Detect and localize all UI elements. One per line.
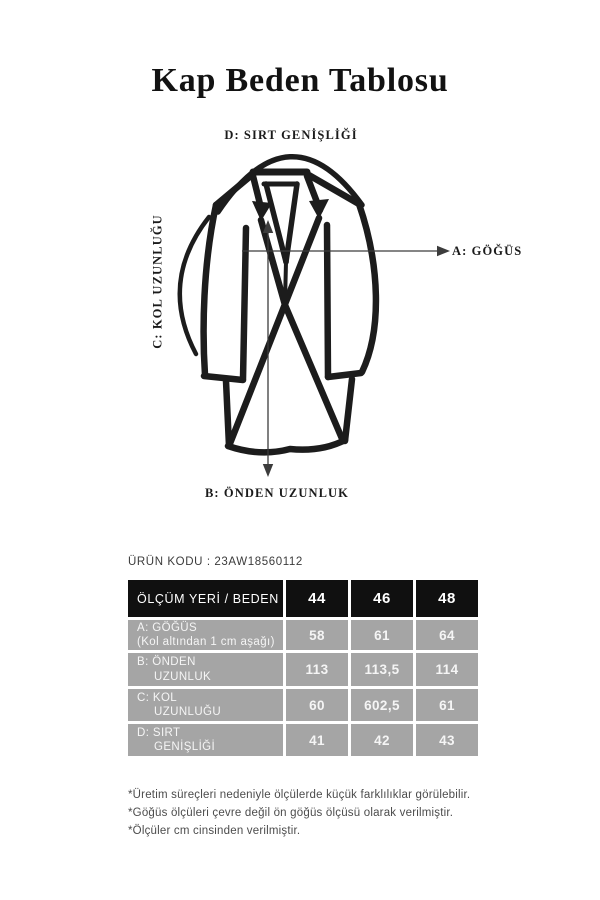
row-label-chest — [128, 620, 283, 650]
row-label-sleeve-length — [128, 689, 283, 721]
footnote-chest-measure: *Göğüs ölçüleri çevre değil ön göğüs ölçüsü olarak verilmiştir. — [128, 807, 454, 819]
value-sleeve-length-48: 61 — [416, 689, 478, 721]
value-front-length-48: 114 — [416, 653, 478, 686]
footnotes — [128, 786, 470, 840]
value-back-width-46: 42 — [351, 724, 413, 756]
coat-outline — [204, 172, 376, 452]
row-label-line2: GENİŞLİĞİ — [154, 741, 216, 753]
back-width-label: D: SIRT GENİŞLİĞİ — [224, 128, 358, 142]
page-title: Kap Beden Tablosu — [151, 62, 449, 99]
footnote-units: *Ölçüler cm cinsinden verilmiştir. — [128, 825, 301, 837]
value-front-length-44: 113 — [286, 653, 348, 686]
value-back-width-48: 43 — [416, 724, 478, 756]
value-sleeve-length-46: 602,5 — [351, 689, 413, 721]
row-label-line1: C: KOL — [137, 691, 178, 704]
footnote-production: *Üretim süreçleri nedeniyle ölçülerde küçük farklılıklar görülebilir. — [128, 789, 471, 801]
value-chest-48: 64 — [416, 620, 478, 650]
left-lapel-notch — [252, 201, 272, 221]
right-lapel-notch — [309, 199, 329, 219]
row-label-back-width — [128, 724, 283, 756]
value-back-width-44: 41 — [286, 724, 348, 756]
row-label-front-length — [128, 653, 283, 686]
chest-label: A: GÖĞÜS — [452, 244, 523, 258]
value-chest-44: 58 — [286, 620, 348, 650]
table-header-size-44: 44 — [286, 580, 348, 617]
table-header-measure: ÖLÇÜM YERİ / BEDEN — [128, 580, 283, 617]
row-label-line1: A: GÖĞÜS — [137, 621, 198, 634]
row-label-line2: UZUNLUĞU — [154, 706, 222, 718]
row-label-line2: (Kol altından 1 cm aşağı) — [137, 636, 275, 648]
coat-button — [281, 305, 289, 313]
table-header-size-48: 48 — [416, 580, 478, 617]
row-label-line1: D: SIRT — [137, 726, 181, 739]
size-table — [128, 580, 478, 756]
sleeve-length-label: C: KOL UZUNLUĞU — [150, 214, 165, 349]
value-chest-46: 61 — [351, 620, 413, 650]
coat-illustration — [180, 157, 376, 453]
front-length-label: B: ÖNDEN UZUNLUK — [205, 486, 349, 500]
table-header-size-46: 46 — [351, 580, 413, 617]
row-label-line1: B: ÖNDEN — [137, 656, 196, 668]
product-code: ÜRÜN KODU : 23AW18560112 — [128, 556, 303, 568]
value-sleeve-length-44: 60 — [286, 689, 348, 721]
value-front-length-46: 113,5 — [351, 653, 413, 686]
row-label-line2: UZUNLUK — [154, 670, 212, 683]
